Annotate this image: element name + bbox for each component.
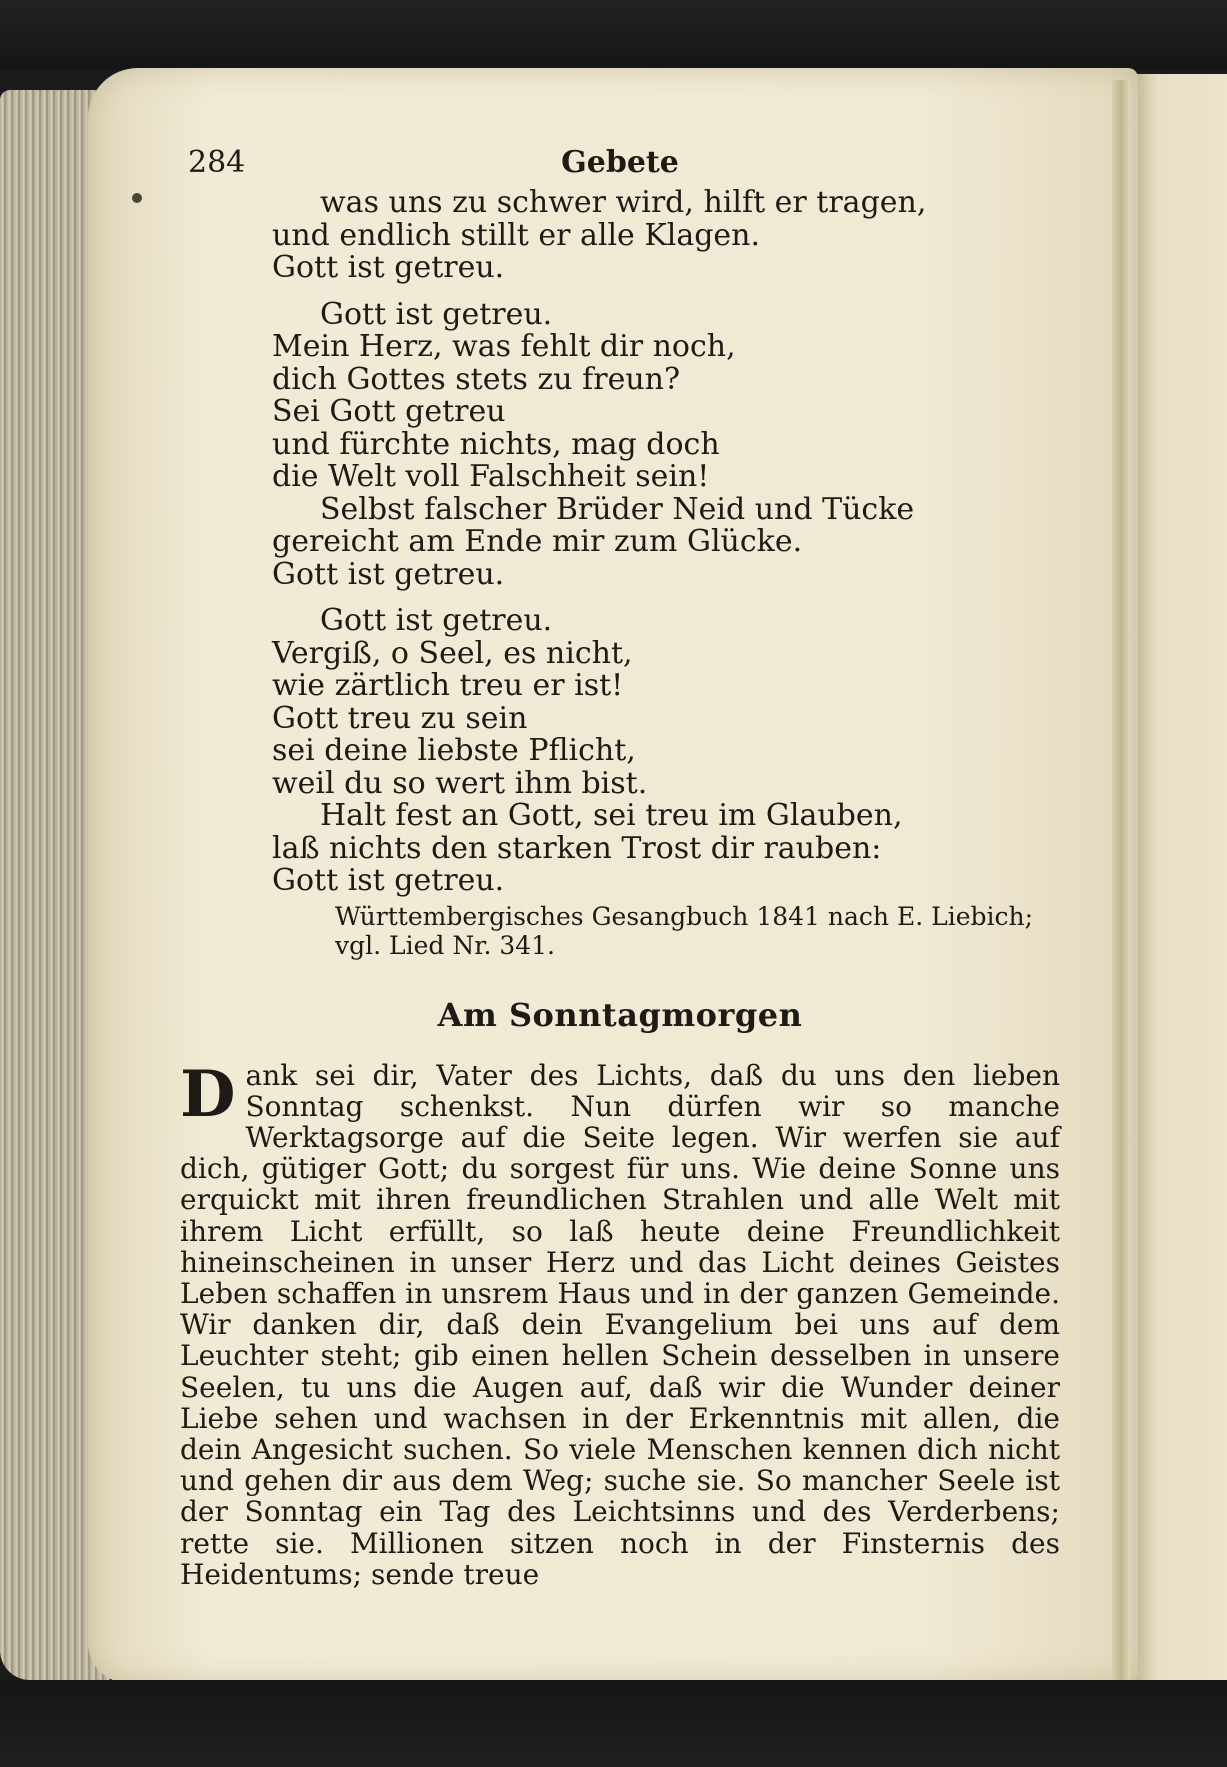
verse-line: Gott ist getreu. — [320, 603, 553, 638]
verse-line: Gott ist getreu. — [272, 556, 505, 592]
hymn-stanza-2 — [272, 296, 1060, 592]
hymn-stanza-1 — [272, 187, 1060, 285]
prayer-text — [180, 1056, 1060, 1591]
verse-line: sei deine liebste Pflicht, — [272, 733, 636, 768]
drop-cap: D — [180, 1056, 236, 1132]
verse-line: was uns zu schwer wird, hilft er tragen, — [320, 185, 927, 220]
verse-line: wie zärtlich treu er ist! — [272, 668, 624, 703]
verse-line: weil du so wert ihm bist. — [272, 765, 648, 801]
verse-line: Gott ist getreu. — [272, 863, 505, 898]
verse-line: und endlich stillt er alle Klagen. — [272, 217, 761, 253]
running-head — [180, 135, 1060, 185]
verse-line: Sei Gott getreu — [272, 394, 506, 429]
verse-line: Gott treu zu sein — [272, 700, 528, 736]
page-number: 284 — [188, 145, 246, 180]
hymn-attribution — [335, 902, 1060, 960]
verse-line: dich Gottes stets zu freun? — [272, 361, 681, 397]
prayer-title: Am Sonntagmorgen — [437, 995, 803, 1034]
page-content — [180, 135, 1060, 1675]
attribution-line: Württembergisches Gesangbuch 1841 nach E. Liebich; — [335, 901, 1034, 931]
verse-line: Selbst falscher Brüder Neid und Tücke — [320, 491, 915, 527]
verse-line: die Welt voll Falschheit sein! — [272, 459, 710, 494]
book-cover-bottom — [0, 1680, 1227, 1767]
verse-line: laß nichts den starken Trost dir rauben: — [272, 830, 882, 866]
verse-line: Halt fest an Gott, sei treu im Glauben, — [320, 798, 903, 833]
verse-line: gereicht am Ende mir zum Glücke. — [272, 524, 803, 559]
book-cover-top — [0, 0, 1227, 70]
hymn-stanza-3 — [272, 605, 1060, 898]
prayer-paragraph: ank sei dir, Vater des Lichts, daß du uns den lieben Sonntag schenkst. Nun dürfen wir so manche Werktagsorge auf die Seite legen. Wir werfen sie auf dich, gütiger Gott; du sorgest für uns. Wie deine Sonne uns erquickt mit ihren freundlichen Strahlen und alle Welt mit ihrem Licht erfüllt, so laß heute deine Freundlichkeit hineinscheinen in unser Herz und das Licht deines Geistes Leben schaffen in unsrem Haus und in der ganzen Gemeinde. Wir danken dir, daß dein Evangelium bei uns auf dem Leuchter steht; gib einen hellen Schein desselben in unsere Seelen, tu uns die Augen auf, daß wir die Wunder deiner Liebe sehen und wachsen in der Erkenntnis mit allen, die dein Angesicht suchen. So viele Menschen kennen dich nicht und gehen dir aus dem Weg; suche sie. So mancher Seele ist der Sonntag ein Tag des Leichtsinns und des Verderbens; rette sie. Millionen sitzen noch in der Finsternis des Heidentums; sende treue — [180, 1058, 1060, 1591]
verse-line: und fürchte nichts, mag doch — [272, 426, 720, 462]
running-title: Gebete — [561, 145, 679, 180]
facing-page — [1128, 74, 1227, 1680]
verse-line: Gott ist getreu. — [272, 250, 505, 285]
verse-line: Mein Herz, was fehlt dir noch, — [272, 329, 736, 364]
margin-dot — [132, 193, 142, 203]
verse-line: Gott ist getreu. — [320, 296, 553, 332]
verse-line: Vergiß, o Seel, es nicht, — [272, 635, 633, 671]
attribution-line: vgl. Lied Nr. 341. — [335, 930, 555, 960]
book-gutter — [1112, 80, 1130, 1680]
